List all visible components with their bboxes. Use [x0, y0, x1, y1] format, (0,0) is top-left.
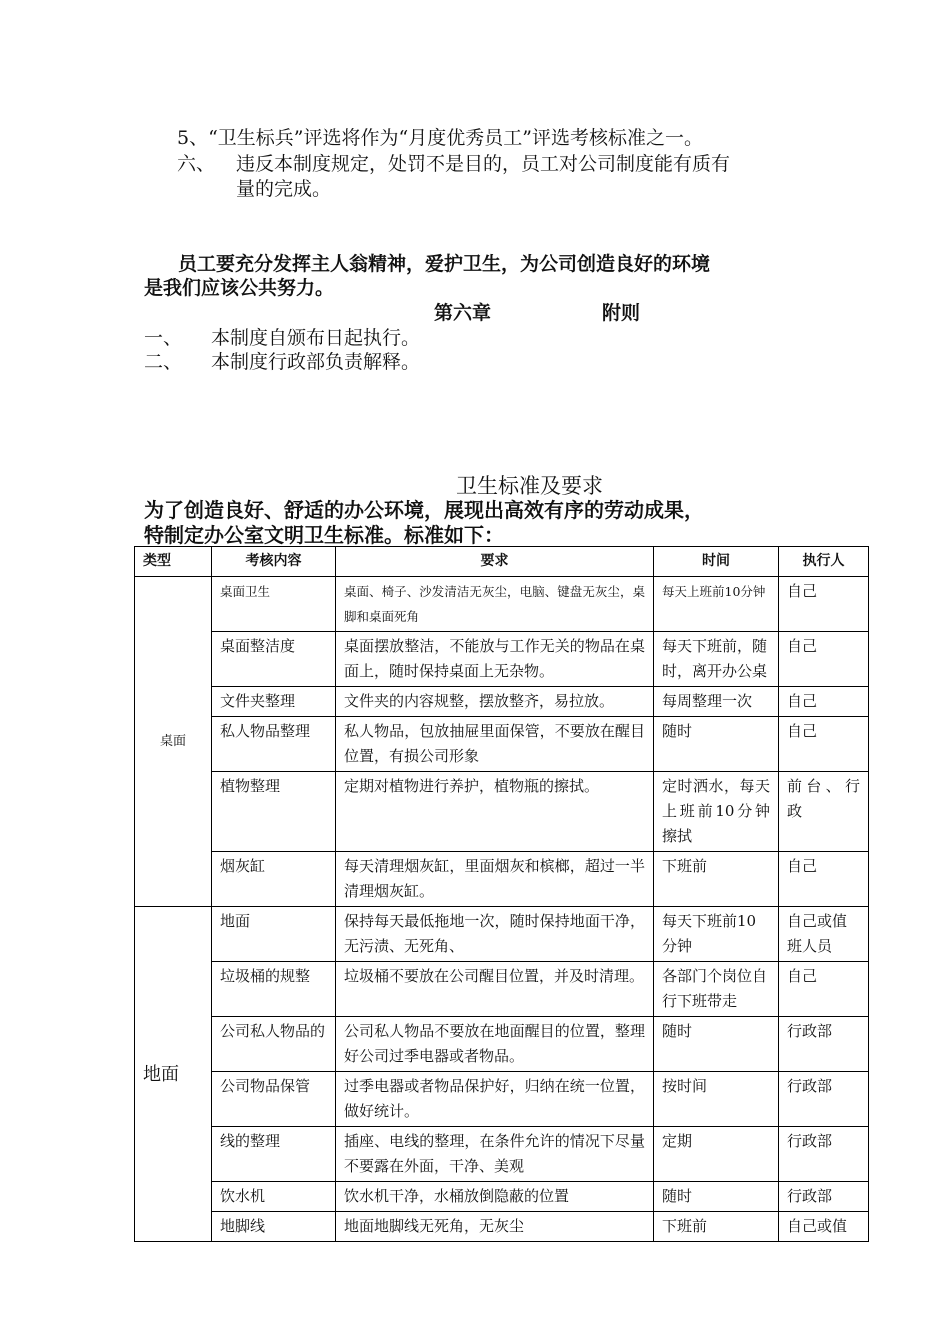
- time-cell: 下班前: [654, 852, 779, 907]
- requirement-cell: 公司私人物品不要放在地面醒目的位置，整理好公司过季电器或者物品。: [336, 1017, 654, 1072]
- standards-intro-line-2: 特制定办公室文明卫生标准。标准如下：: [144, 523, 504, 547]
- category-floor: 地面: [135, 907, 212, 1242]
- executor-cell: 自己: [779, 632, 869, 687]
- item-cell: 桌面卫生: [212, 577, 336, 632]
- slogan-line-2: 是我们应该公共努力。: [144, 277, 335, 299]
- requirement-cell: 过季电器或者物品保护好，归纳在统一位置，做好统计。: [336, 1072, 654, 1127]
- header-requirement: 要求: [336, 547, 654, 577]
- requirement-cell: 保持每天最低拖地一次，随时保持地面干净，无污渍、无死角、: [336, 907, 654, 962]
- executor-cell: 行政部: [779, 1127, 869, 1182]
- time-cell: 每天上班前10分钟: [654, 577, 779, 632]
- time-cell: 每周整理一次: [654, 687, 779, 717]
- requirement-cell: 每天清理烟灰缸，里面烟灰和槟榔，超过一半清理烟灰缸。: [336, 852, 654, 907]
- executor-cell: 自己: [779, 717, 869, 772]
- header-time: 时间: [654, 547, 779, 577]
- table-row: [135, 1182, 869, 1212]
- requirement-cell: 饮水机干净，水桶放倒隐蔽的位置: [336, 1182, 654, 1212]
- item-cell: 地面: [212, 907, 336, 962]
- executor-cell: 行政部: [779, 1072, 869, 1127]
- table-row: [135, 577, 869, 632]
- requirement-cell: 插座、电线的整理，在条件允许的情况下尽量不要露在外面，干净、美观: [336, 1127, 654, 1182]
- table-row: [135, 687, 869, 717]
- table-row: [135, 852, 869, 907]
- rule-6-text-continued: 量的完成。: [236, 178, 332, 200]
- item-cell: 烟灰缸: [212, 852, 336, 907]
- time-cell: 下班前: [654, 1212, 779, 1242]
- chapter-title: 第六章: [434, 302, 492, 324]
- executor-cell: 自己或值: [779, 1212, 869, 1242]
- chapter-item-2-marker: 二、: [144, 351, 183, 373]
- time-cell: 定期: [654, 1127, 779, 1182]
- table-row: [135, 1212, 869, 1242]
- requirement-cell: 桌面摆放整洁，不能放与工作无关的物品在桌面上，随时保持桌面上无杂物。: [336, 632, 654, 687]
- chapter-subtitle: 附则: [602, 302, 641, 324]
- item-cell: 私人物品整理: [212, 717, 336, 772]
- executor-cell: 自己: [779, 852, 869, 907]
- rule-6-text: 违反本制度规定，处罚不是目的，员工对公司制度能有质有: [236, 153, 731, 175]
- requirement-cell: 桌面、椅子、沙发清洁无灰尘，电脑、键盘无灰尘，桌脚和桌面死角: [336, 577, 654, 632]
- requirement-cell: 文件夹的内容规整，摆放整齐，易拉放。: [336, 687, 654, 717]
- table-row: [135, 1017, 869, 1072]
- standards-title: 卫生标准及要求: [456, 474, 603, 498]
- item-cell: 垃圾桶的规整: [212, 962, 336, 1017]
- header-type: 类型: [135, 547, 212, 577]
- executor-cell: 行政部: [779, 1017, 869, 1072]
- table-row: [135, 907, 869, 962]
- table-row: [135, 962, 869, 1017]
- time-cell: 按时间: [654, 1072, 779, 1127]
- requirement-cell: 私人物品，包放抽屉里面保管，不要放在醒目位置，有损公司形象: [336, 717, 654, 772]
- item-cell: 公司私人物品的: [212, 1017, 336, 1072]
- requirement-cell: 地面地脚线无死角，无灰尘: [336, 1212, 654, 1242]
- time-cell: 随时: [654, 1017, 779, 1072]
- table-row: [135, 717, 869, 772]
- slogan-line-1: 员工要充分发挥主人翁精神，爱护卫生，为公司创造良好的环境: [178, 253, 711, 275]
- time-cell: 各部门个岗位自行下班带走: [654, 962, 779, 1017]
- chapter-item-1-text: 本制度自颁布日起执行。: [211, 327, 421, 349]
- requirement-cell: 定期对植物进行养护，植物瓶的擦拭。: [336, 772, 654, 852]
- executor-cell: 自己: [779, 687, 869, 717]
- time-cell: 每天下班前10分钟: [654, 907, 779, 962]
- standards-intro-line-1: 为了创造良好、舒适的办公环境，展现出高效有序的劳动成果，: [144, 498, 704, 522]
- standards-table: [134, 546, 869, 1242]
- item-cell: 饮水机: [212, 1182, 336, 1212]
- item-cell: 文件夹整理: [212, 687, 336, 717]
- header-executor: 执行人: [779, 547, 869, 577]
- table-row: [135, 1127, 869, 1182]
- requirement-cell: 垃圾桶不要放在公司醒目位置，并及时清理。: [336, 962, 654, 1017]
- item-cell: 植物整理: [212, 772, 336, 852]
- executor-cell: 行政部: [779, 1182, 869, 1212]
- chapter-item-2-text: 本制度行政部负责解释。: [211, 351, 421, 373]
- chapter-item-1-marker: 一、: [144, 327, 183, 349]
- time-cell: 定时洒水，每天上班前10分钟擦拭: [654, 772, 779, 852]
- category-desk: 桌面: [135, 577, 212, 907]
- executor-cell: 自己或值班人员: [779, 907, 869, 962]
- table-row: [135, 632, 869, 687]
- time-cell: 随时: [654, 717, 779, 772]
- time-cell: 每天下班前，随时，离开办公桌: [654, 632, 779, 687]
- rule-5-text: 5、“卫生标兵”评选将作为“月度优秀员工”评选考核标准之一。: [177, 127, 703, 149]
- executor-cell: 自己: [779, 962, 869, 1017]
- item-cell: 地脚线: [212, 1212, 336, 1242]
- item-cell: 桌面整洁度: [212, 632, 336, 687]
- executor-cell: 自己: [779, 577, 869, 632]
- header-item: 考核内容: [212, 547, 336, 577]
- time-cell: 随时: [654, 1182, 779, 1212]
- table-header-row: [135, 547, 869, 577]
- table-row: [135, 772, 869, 852]
- item-cell: 线的整理: [212, 1127, 336, 1182]
- item-cell: 公司物品保管: [212, 1072, 336, 1127]
- rule-6-marker: 六、: [177, 153, 216, 175]
- table-row: [135, 1072, 869, 1127]
- executor-cell: 前台、行政: [779, 772, 869, 852]
